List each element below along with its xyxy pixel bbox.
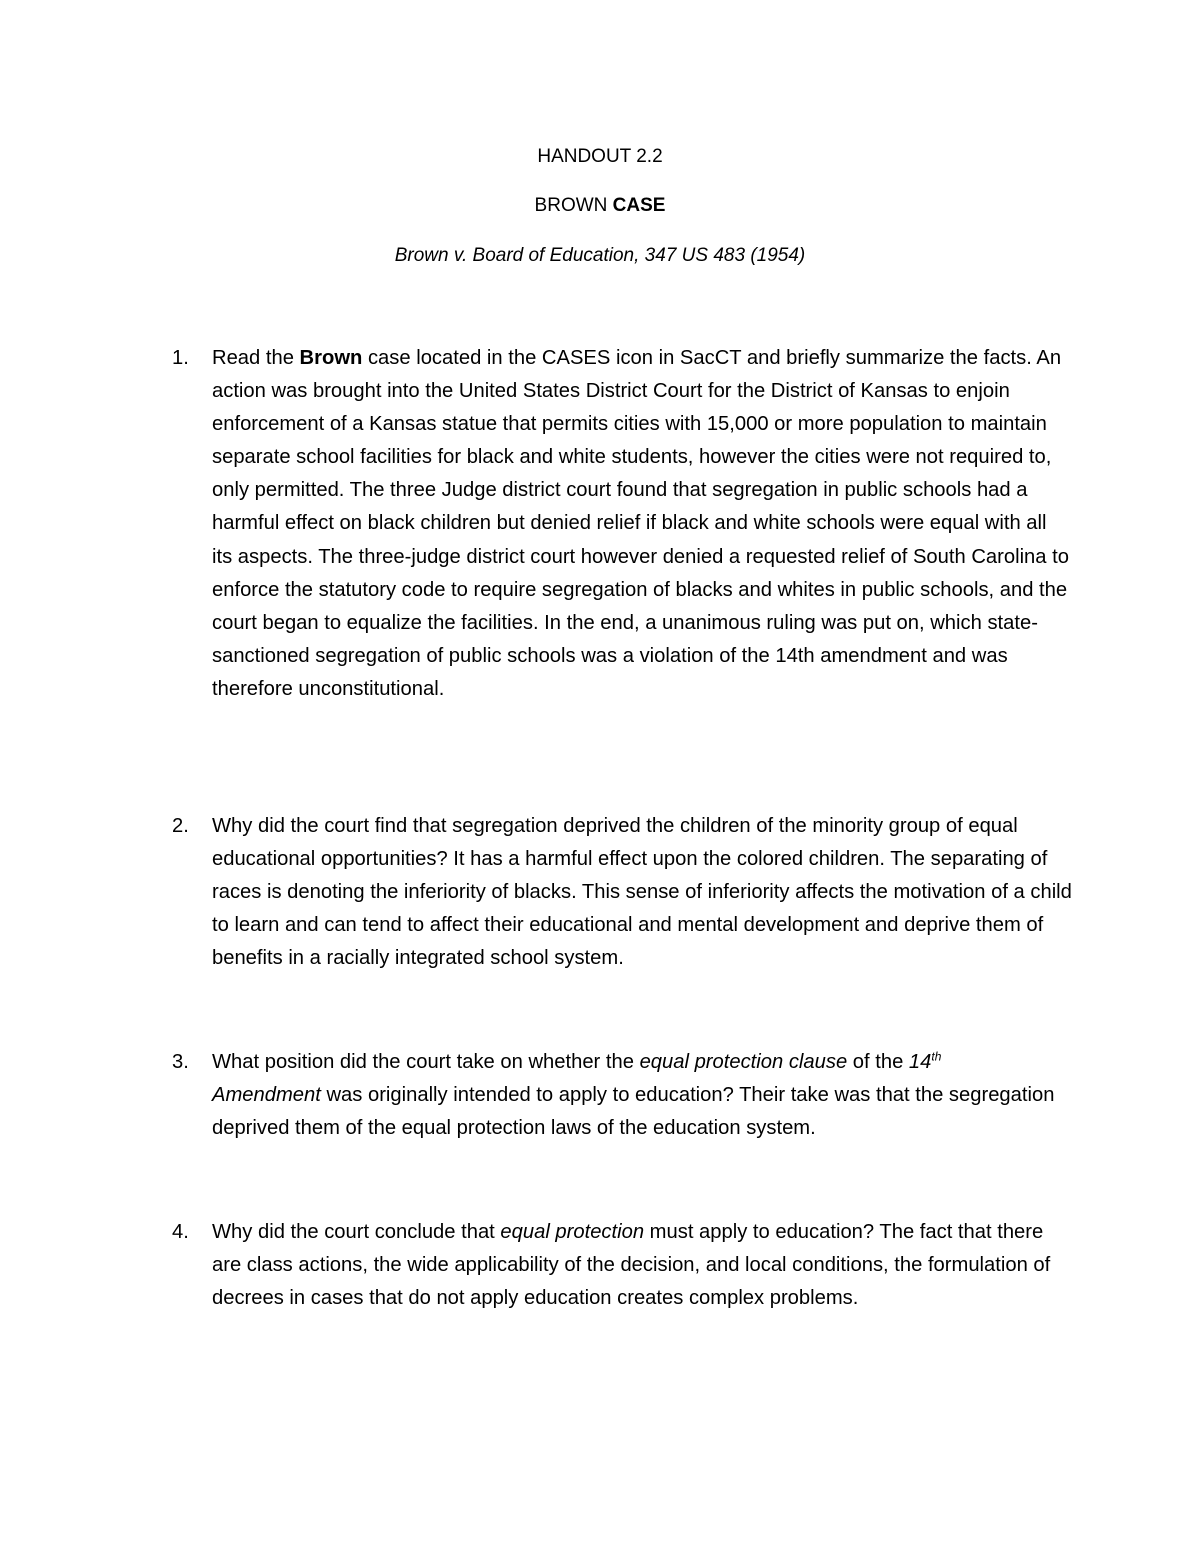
- question-answer: Their take was that the segregation deprived them of the equal protection laws of the education system.: [212, 1084, 1055, 1140]
- question-prompt-bold: Brown: [299, 347, 363, 369]
- handout-title-text: HANDOUT 2.2: [537, 146, 663, 167]
- case-title-bold: CASE: [612, 195, 666, 216]
- question-body: [212, 1216, 1072, 1315]
- question-number: 4.: [172, 1221, 189, 1243]
- question-number: 2.: [172, 815, 189, 837]
- question-body: [212, 342, 1072, 706]
- question-answer: An action was brought into the United States District Court for the District of Kansas to enjoin enforcement of a Kansas statue that permits cities with 15,000 or more population to maintain separate school facilities for black and white students, however the cities were not required to, only permitted. The three Judge district court found that segregation in public schools had a harmful effect on black children but denied relief if black and white schools were equal with all its aspects. The three-judge district court however denied a requested relief of South Carolina to enforce the statutory code to require segregation of blacks and whites in public schools, and the court began to equalize the facilities. In the end, a unanimous ruling was put on, which state-sanctioned segregation of public schools was a violation of the 14th amendment and was therefore unconstitutional.: [212, 347, 1069, 700]
- question-number: 1.: [172, 347, 189, 369]
- question-prompt-italic: Amendment: [212, 1084, 321, 1107]
- question-prompt: Read the: [212, 347, 300, 369]
- case-citation: [0, 244, 1200, 268]
- case-title-prefix: BROWN: [534, 195, 613, 216]
- question-prompt-italic: equal protection: [500, 1221, 645, 1243]
- question-2: [172, 810, 1072, 975]
- question-4: [172, 1216, 1072, 1315]
- question-1: [172, 342, 1072, 706]
- question-prompt-italic: equal protection clause: [639, 1051, 848, 1073]
- question-prompt: What position did the court take on whether the: [212, 1051, 640, 1073]
- question-prompt-italic: 14: [908, 1051, 932, 1073]
- question-prompt: was originally intended to apply to education?: [320, 1084, 734, 1107]
- question-prompt: of the: [847, 1051, 909, 1073]
- superscript-th: th: [931, 1049, 942, 1064]
- question-3: [172, 1046, 1072, 1145]
- question-prompt: Why did the court find that segregation deprived the children of the minority group of equal educational opportunities?: [212, 815, 1018, 871]
- question-prompt: Why did the court conclude that: [212, 1221, 501, 1243]
- question-body: [212, 810, 1072, 975]
- question-answer: It has a harmful effect upon the colored children. The separating of races is denoting the inferiority of blacks. This sense of inferiority affects the motivation of a child to learn and can tend to affect their educational and mental development and deprive them of benefits in a racially integrated school system.: [212, 848, 1072, 970]
- question-prompt: case located in the CASES icon in SacCT and briefly summarize the facts.: [362, 347, 1032, 369]
- question-body: [212, 1046, 1072, 1145]
- case-citation-text: Brown v. Board of Education, 347 US 483 (1954): [394, 245, 806, 266]
- question-number: 3.: [172, 1051, 189, 1073]
- question-answer: The fact that there are class actions, the wide applicability of the decision, and local conditions, the formulation of decrees in cases that do not apply education creates complex problems.: [212, 1221, 1051, 1310]
- question-prompt: must apply to education?: [644, 1221, 875, 1243]
- handout-title: [0, 145, 1200, 169]
- case-title: [0, 194, 1200, 218]
